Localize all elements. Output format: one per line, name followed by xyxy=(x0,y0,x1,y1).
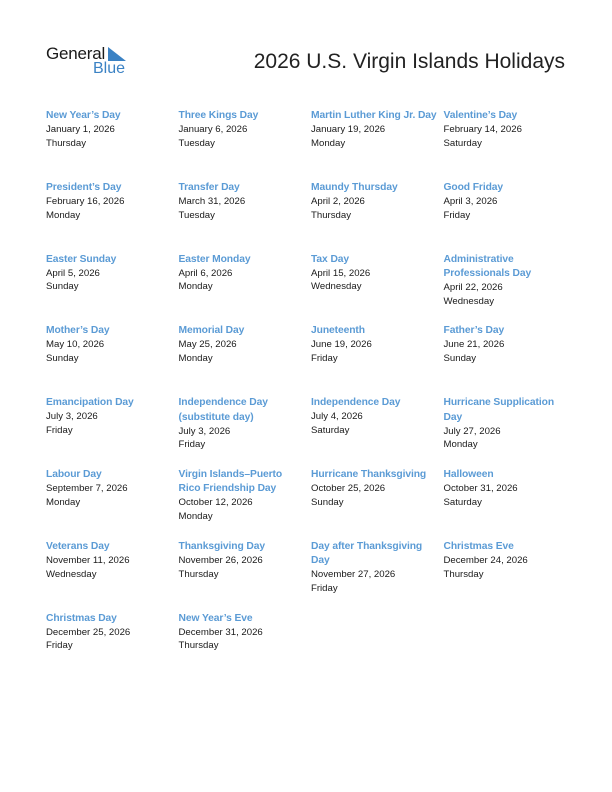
holiday-date: January 19, 2026 xyxy=(311,124,386,135)
holiday-date: February 16, 2026 xyxy=(46,195,125,207)
holiday-date: July 3, 2026 xyxy=(178,425,231,437)
holiday-weekday: Friday xyxy=(46,424,73,436)
holiday-name: Tax Day xyxy=(311,253,350,265)
holiday-entry xyxy=(46,181,179,253)
holiday-date: April 15, 2026 xyxy=(311,267,371,279)
holiday-date: December 31, 2026 xyxy=(178,626,263,638)
holiday-name: Good Friday xyxy=(443,181,504,193)
holiday-date: April 22, 2026 xyxy=(443,282,503,294)
holiday-name: Easter Monday xyxy=(178,253,251,265)
holiday-date: July 4, 2026 xyxy=(311,411,363,423)
holiday-entry xyxy=(179,324,312,396)
holiday-weekday: Thursday xyxy=(178,568,219,580)
holiday-weekday: Monday xyxy=(178,281,213,293)
holiday-entry xyxy=(46,396,179,468)
holiday-weekday: Monday xyxy=(443,439,478,451)
holiday-entry xyxy=(179,109,312,181)
holiday-date: April 2, 2026 xyxy=(311,195,365,207)
holiday-grid xyxy=(46,109,576,683)
holiday-weekday: Friday xyxy=(311,353,338,365)
holiday-entry xyxy=(46,612,179,684)
holiday-name: Halloween xyxy=(443,468,494,480)
holiday-weekday: Monday xyxy=(46,209,81,221)
holiday-entry xyxy=(311,396,444,468)
holiday-name: Hurricane Supplication Day xyxy=(443,397,555,423)
holiday-entry xyxy=(46,109,179,181)
holiday-entry xyxy=(179,468,312,540)
holiday-weekday: Wednesday xyxy=(311,281,362,293)
holiday-entry xyxy=(311,540,444,612)
holiday-weekday: Thursday xyxy=(311,209,351,221)
holiday-date: March 31, 2026 xyxy=(178,195,246,207)
holiday-date: December 25, 2026 xyxy=(46,626,131,638)
holiday-entry xyxy=(46,324,179,396)
holiday-date: May 25, 2026 xyxy=(178,339,237,351)
holiday-weekday: Friday xyxy=(178,439,206,451)
holiday-weekday: Sunday xyxy=(311,496,344,508)
holiday-name: Father’s Day xyxy=(443,325,505,337)
holiday-name: New Year’s Eve xyxy=(178,612,253,624)
holiday-date: January 6, 2026 xyxy=(178,124,248,135)
holiday-name: Three Kings Day xyxy=(178,110,259,121)
holiday-weekday: Thursday xyxy=(46,137,86,149)
holiday-entry xyxy=(444,540,577,612)
holiday-weekday: Saturday xyxy=(443,137,482,149)
holiday-name: Easter Sunday xyxy=(46,253,117,265)
holiday-name: Christmas Eve xyxy=(443,540,514,552)
holiday-entry xyxy=(179,612,312,684)
holiday-name: Transfer Day xyxy=(178,181,240,193)
holiday-name: Veterans Day xyxy=(46,540,110,552)
logo-word-blue: Blue xyxy=(93,60,126,77)
holiday-name: Emancipation Day xyxy=(46,397,134,409)
page-title: 2026 U.S. Virgin Islands Holidays xyxy=(253,50,565,73)
holiday-entry xyxy=(311,468,444,540)
holiday-weekday: Sunday xyxy=(443,353,477,365)
holiday-name: New Year’s Day xyxy=(46,110,121,121)
logo-triangle-icon xyxy=(108,47,126,61)
holiday-date: October 12, 2026 xyxy=(178,497,253,509)
holiday-weekday: Monday xyxy=(46,496,81,508)
holiday-name: Virgin Islands–Puerto Rico Friendship Day xyxy=(178,468,283,495)
holiday-entry xyxy=(311,181,444,253)
holiday-date: May 10, 2026 xyxy=(46,339,105,351)
holiday-date: November 26, 2026 xyxy=(178,554,263,566)
holiday-entry xyxy=(311,109,444,181)
holiday-date: October 31, 2026 xyxy=(443,482,518,494)
holiday-name: Thanksgiving Day xyxy=(178,540,266,552)
holiday-name: Independence Day (substitute day) xyxy=(178,397,268,423)
holiday-weekday: Monday xyxy=(178,353,213,365)
logo-word-general: General xyxy=(46,44,106,63)
holiday-weekday: Monday xyxy=(311,137,346,149)
holiday-name: Administrative Professionals Day xyxy=(443,253,532,280)
holiday-date: February 14, 2026 xyxy=(443,124,522,135)
holiday-name: Maundy Thursday xyxy=(311,181,398,193)
holiday-name: Day after Thanksgiving Day xyxy=(311,540,423,567)
holiday-name: Mother’s Day xyxy=(46,325,110,337)
holiday-date: April 3, 2026 xyxy=(443,195,498,207)
holiday-name: Hurricane Thanksgiving xyxy=(311,468,427,480)
holiday-entry xyxy=(444,109,577,181)
holiday-weekday: Friday xyxy=(311,583,338,595)
holiday-date: December 24, 2026 xyxy=(443,554,528,566)
holiday-name: Martin Luther King Jr. Day xyxy=(311,110,437,121)
holiday-date: July 27, 2026 xyxy=(443,425,501,437)
holiday-weekday: Friday xyxy=(46,640,73,652)
holiday-entry xyxy=(46,253,179,325)
holiday-weekday: Saturday xyxy=(443,496,482,508)
holiday-date: July 3, 2026 xyxy=(46,411,98,423)
holiday-name: Independence Day xyxy=(311,397,401,409)
holiday-date: June 19, 2026 xyxy=(311,339,372,351)
holiday-entry xyxy=(444,324,577,396)
holiday-weekday: Wednesday xyxy=(46,568,97,580)
holiday-entry xyxy=(179,253,312,325)
holiday-entry xyxy=(46,540,179,612)
holiday-name: Memorial Day xyxy=(178,325,245,337)
holiday-weekday: Wednesday xyxy=(443,295,494,307)
holiday-date: April 6, 2026 xyxy=(178,267,233,279)
holiday-weekday: Thursday xyxy=(443,568,484,580)
holiday-entry xyxy=(444,253,577,325)
holiday-name: Valentine’s Day xyxy=(443,110,518,121)
holiday-entry xyxy=(444,468,577,540)
holiday-weekday: Saturday xyxy=(311,424,350,436)
holiday-name: Juneteenth xyxy=(311,325,365,337)
holiday-weekday: Sunday xyxy=(46,281,79,293)
holiday-name: Christmas Day xyxy=(46,612,117,624)
holiday-entry xyxy=(311,324,444,396)
holiday-entry xyxy=(311,253,444,325)
holiday-weekday: Monday xyxy=(178,511,213,523)
holiday-weekday: Tuesday xyxy=(178,137,215,149)
holiday-weekday: Friday xyxy=(443,209,471,221)
holiday-entry xyxy=(179,396,312,468)
holiday-date: November 27, 2026 xyxy=(311,569,396,581)
holiday-entry xyxy=(46,468,179,540)
holiday-entry xyxy=(179,540,312,612)
holiday-date: January 1, 2026 xyxy=(46,124,115,135)
holiday-date: June 21, 2026 xyxy=(443,339,505,351)
holiday-date: September 7, 2026 xyxy=(46,482,128,494)
holiday-weekday: Sunday xyxy=(46,353,79,365)
logo xyxy=(46,44,136,80)
holiday-name: President’s Day xyxy=(46,181,122,193)
holiday-date: October 25, 2026 xyxy=(311,482,386,494)
holiday-date: November 11, 2026 xyxy=(46,554,130,566)
holiday-weekday: Thursday xyxy=(178,640,219,652)
holiday-name: Labour Day xyxy=(46,468,102,480)
holiday-entry xyxy=(179,181,312,253)
holiday-entry xyxy=(444,181,577,253)
holiday-entry xyxy=(444,396,577,468)
holiday-date: April 5, 2026 xyxy=(46,267,100,279)
holiday-weekday: Tuesday xyxy=(178,209,215,221)
